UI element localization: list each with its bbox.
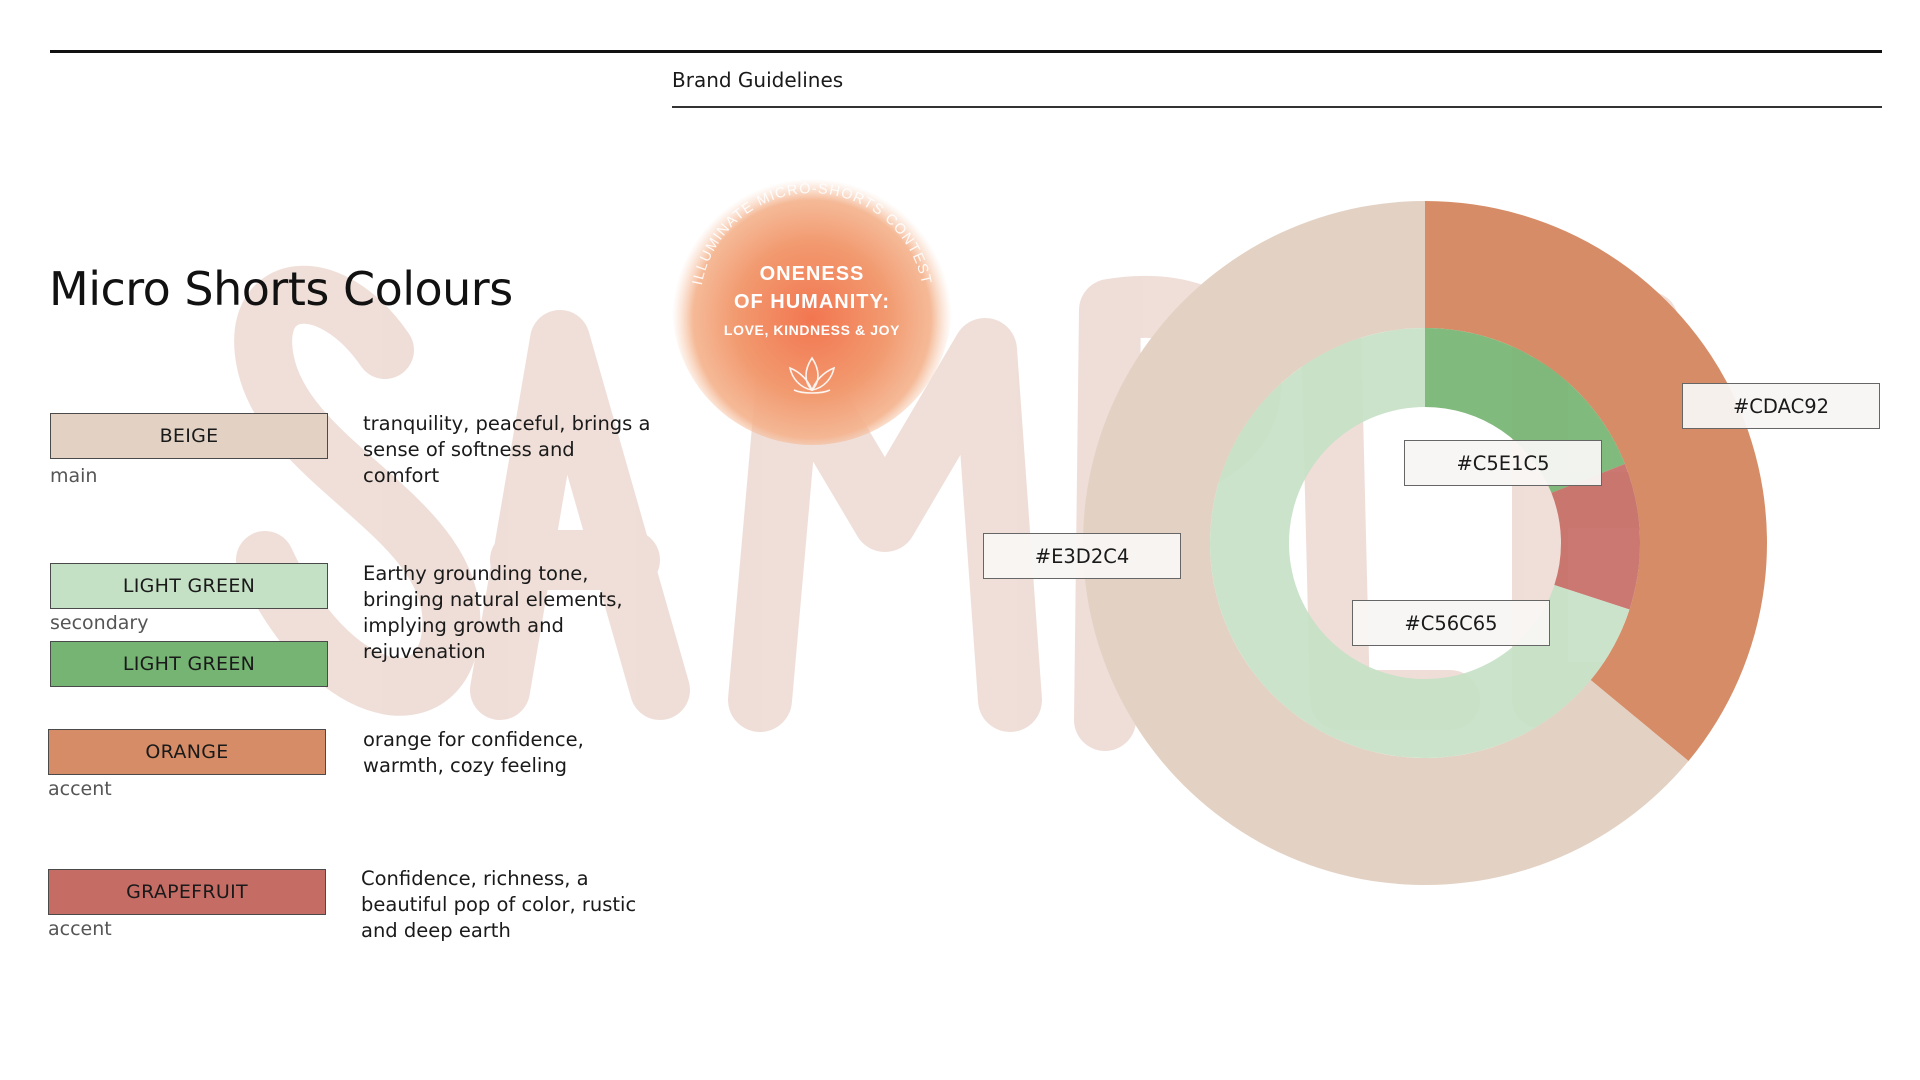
desc-grapefruit: Confidence, richness, a beautiful pop of color, rustic and deep earth bbox=[361, 867, 637, 942]
badge-arc-text: ILLUMINATE MICRO-SHORTS CONTEST bbox=[689, 180, 935, 287]
header-title: Brand Guidelines bbox=[672, 68, 844, 92]
page-title: Micro Shorts Colours bbox=[49, 262, 513, 316]
hex-label-grapefruit: #C56C65 bbox=[1352, 600, 1550, 646]
swatch-orange: ORANGE bbox=[48, 729, 326, 775]
desc-light-green: Earthy grounding tone, bringing natural elements, implying growth and rejuvenation bbox=[363, 562, 623, 663]
hex-label-light-green: #C5E1C5 bbox=[1404, 440, 1602, 486]
role-accent-grapefruit: accent bbox=[48, 918, 112, 940]
swatch-grapefruit: GRAPEFRUIT bbox=[48, 869, 326, 915]
badge-line2: OF HUMANITY: bbox=[733, 291, 891, 313]
swatch-green: LIGHT GREEN bbox=[50, 641, 328, 687]
role-secondary: secondary bbox=[50, 612, 149, 634]
hex-label-beige: #E3D2C4 bbox=[983, 533, 1181, 579]
desc-beige: tranquility, peaceful, brings a sense of softness and comfort bbox=[363, 412, 651, 487]
hex-label-orange: #CDAC92 bbox=[1682, 383, 1880, 429]
badge-line1: ONENESS bbox=[759, 263, 865, 285]
role-main: main bbox=[50, 465, 98, 487]
swatch-light-green: LIGHT GREEN bbox=[50, 563, 328, 609]
desc-orange: orange for confidence, warmth, cozy feeling bbox=[363, 728, 584, 777]
badge-line3: LOVE, KINDNESS & JOY bbox=[723, 322, 901, 338]
swatch-beige: BEIGE bbox=[50, 413, 328, 459]
role-accent-orange: accent bbox=[48, 778, 112, 800]
